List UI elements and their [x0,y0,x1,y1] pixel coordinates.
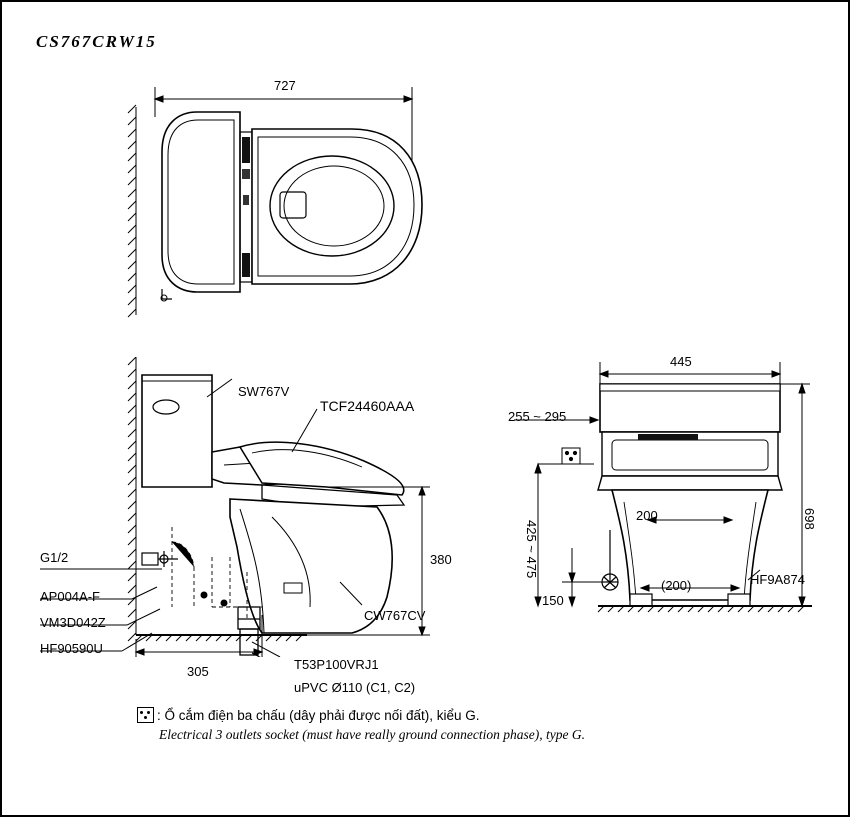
label-seat: TCF24460AAA [320,398,415,414]
label-fitting: HF90590U [40,641,103,656]
note-line-english: Electrical 3 outlets socket (must have really ground connection phase), type G. [159,727,586,742]
label-drain: uPVC Ø110 (C1, C2) [294,680,416,695]
front-dim-200-paren: (200) [661,578,692,593]
label-trap: T53P100VRJ1 [294,657,379,672]
top-view-dim-727: 727 [274,78,296,93]
front-dim-150: 150 [542,593,564,608]
page-title: CS767CRW15 [36,32,157,51]
label-bowl: CW767CV [364,608,426,623]
front-dim-698: 698 [802,508,817,530]
notes-block [137,707,787,743]
side-dim-380: 380 [430,552,452,567]
label-hose: VM3D042Z [40,615,106,630]
side-dim-305: 305 [187,664,209,679]
note-vi-text: : Ổ cắm điện ba chấu (dây phải được nối đất), kiểu G. [157,708,480,723]
electrical-socket-symbol-icon [137,707,154,723]
label-tank: SW767V [238,384,290,399]
front-dim-425-475: 425 ~ 475 [524,520,539,579]
front-dim-255-295: 255 ~ 295 [508,409,567,424]
note-line-vietnamese [137,707,787,723]
front-dim-445: 445 [670,354,692,369]
top-view-drawing [122,77,452,327]
label-water-supply: G1/2 [40,550,69,565]
label-bolt-cover: HF9A874 [750,572,805,587]
front-dim-200: 200 [636,508,658,523]
label-valve: AP004A-F [40,589,100,604]
